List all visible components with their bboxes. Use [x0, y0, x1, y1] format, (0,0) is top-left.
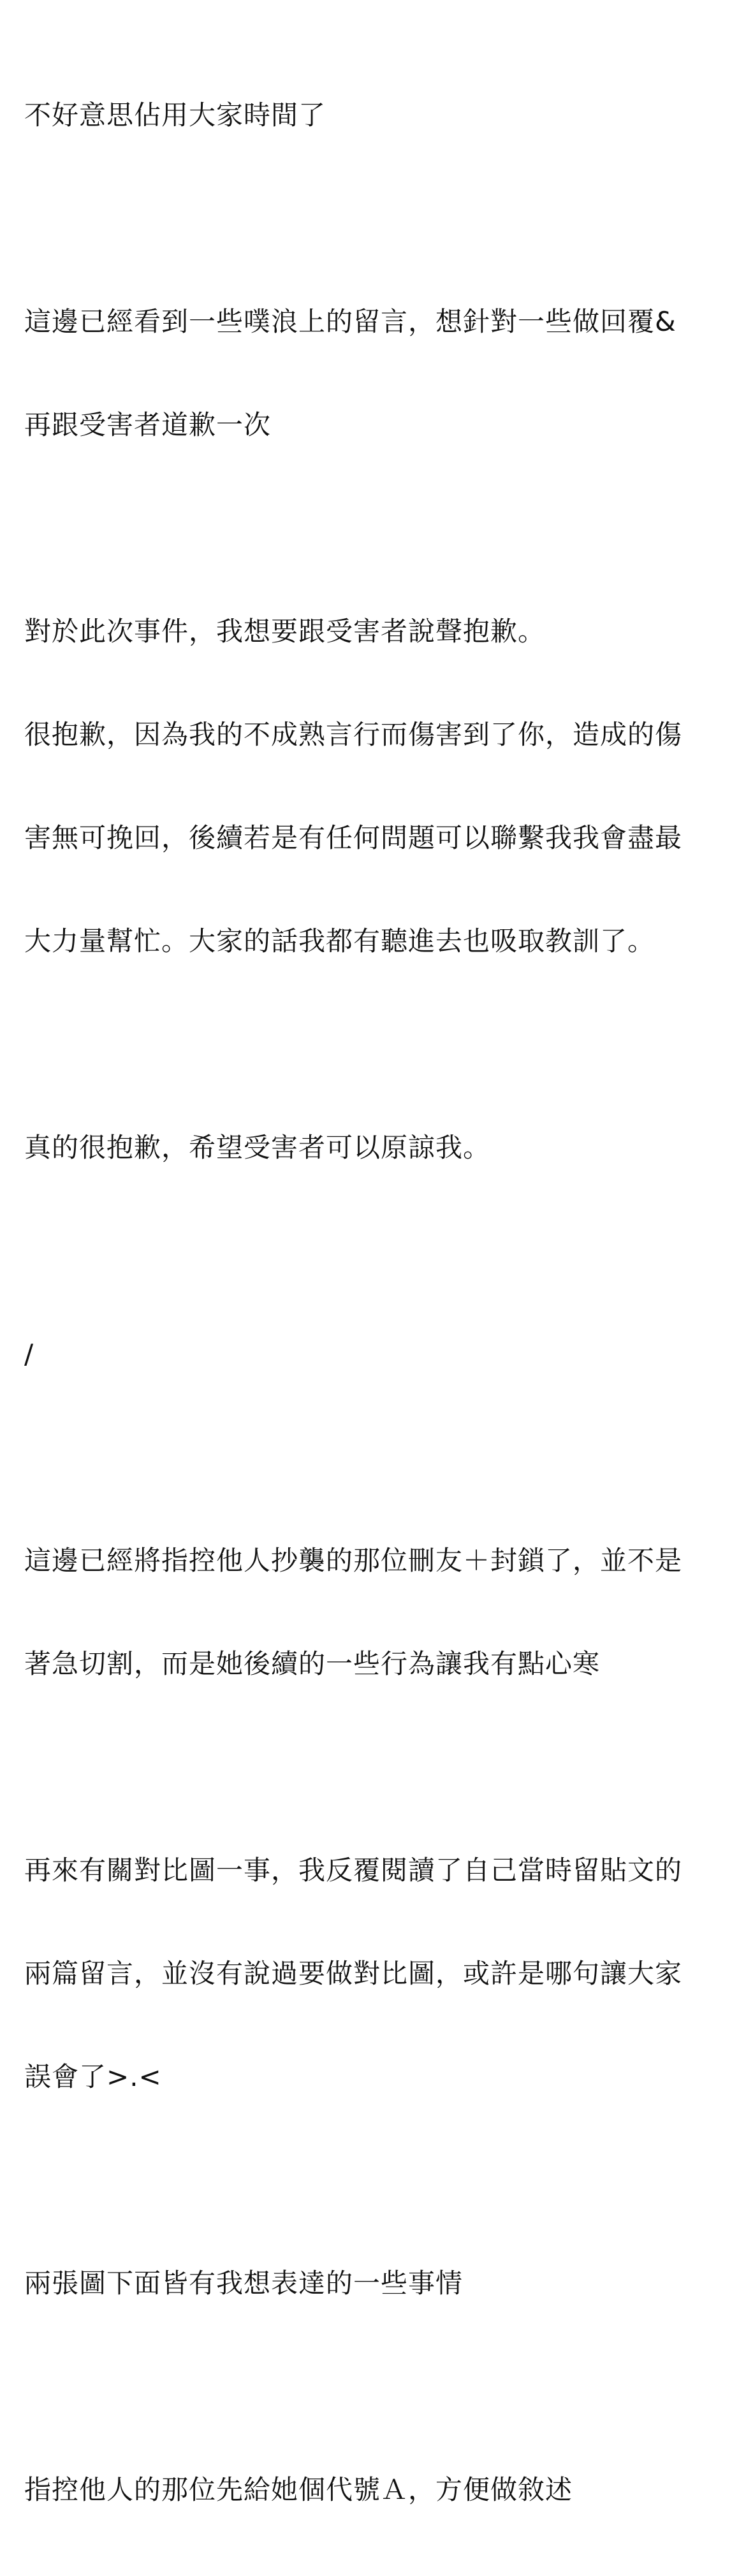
paragraph-greeting: [24, 29, 719, 201]
paragraph-comparison: [24, 1784, 719, 2163]
text-line: 兩篇留言，並沒有說過要做對比圖，或許是哪句讓大家: [24, 1958, 683, 1989]
text-line: 害無可挽回，後續若是有任何問題可以聯繫我我會盡最: [24, 822, 683, 853]
paragraph-block: [24, 1475, 719, 1750]
text-line: 對於此次事件，我想要跟受害者說聲抱歉。: [24, 616, 546, 647]
text-line: 再跟受害者道歉一次: [24, 409, 272, 440]
paragraph-apology: [24, 546, 719, 1027]
text-line: 指控他人的那位先給她個代號Ａ，方便做敘述: [24, 2474, 573, 2505]
text-line: 不好意思佔用大家時間了: [24, 99, 326, 131]
text-line: 再來有關對比圖一事，我反覆閱讀了自己當時留貼文的: [24, 1855, 683, 1886]
note-body: [24, 29, 719, 2576]
text-line: 這邊已經將指控他人抄襲的那位刪友＋封鎖了，並不是: [24, 1545, 683, 1576]
paragraph-intro: [24, 236, 719, 511]
text-line: 著急切割，而是她後續的一些行為讓我有點心寒: [24, 1648, 601, 1679]
paragraph-sorry: [24, 1062, 719, 1234]
paragraph-separator: [24, 1268, 719, 1440]
text-line: 很抱歉，因為我的不成熟言行而傷害到了你，造成的傷: [24, 719, 683, 750]
paragraph-images: [24, 2197, 719, 2370]
text-line: 誤會了>.<: [24, 2061, 162, 2092]
separator-slash: /: [24, 1338, 34, 1370]
text-line: 這邊已經看到一些噗浪上的留言，想針對一些做回覆&: [24, 306, 677, 337]
text-line: 大力量幫忙。大家的話我都有聽進去也吸取教訓了。: [24, 925, 655, 957]
text-line: 真的很抱歉，希望受害者可以原諒我。: [24, 1132, 491, 1163]
text-line: 兩張圖下面皆有我想表達的一些事情: [24, 2268, 464, 2299]
paragraph-codename: [24, 2404, 719, 2576]
